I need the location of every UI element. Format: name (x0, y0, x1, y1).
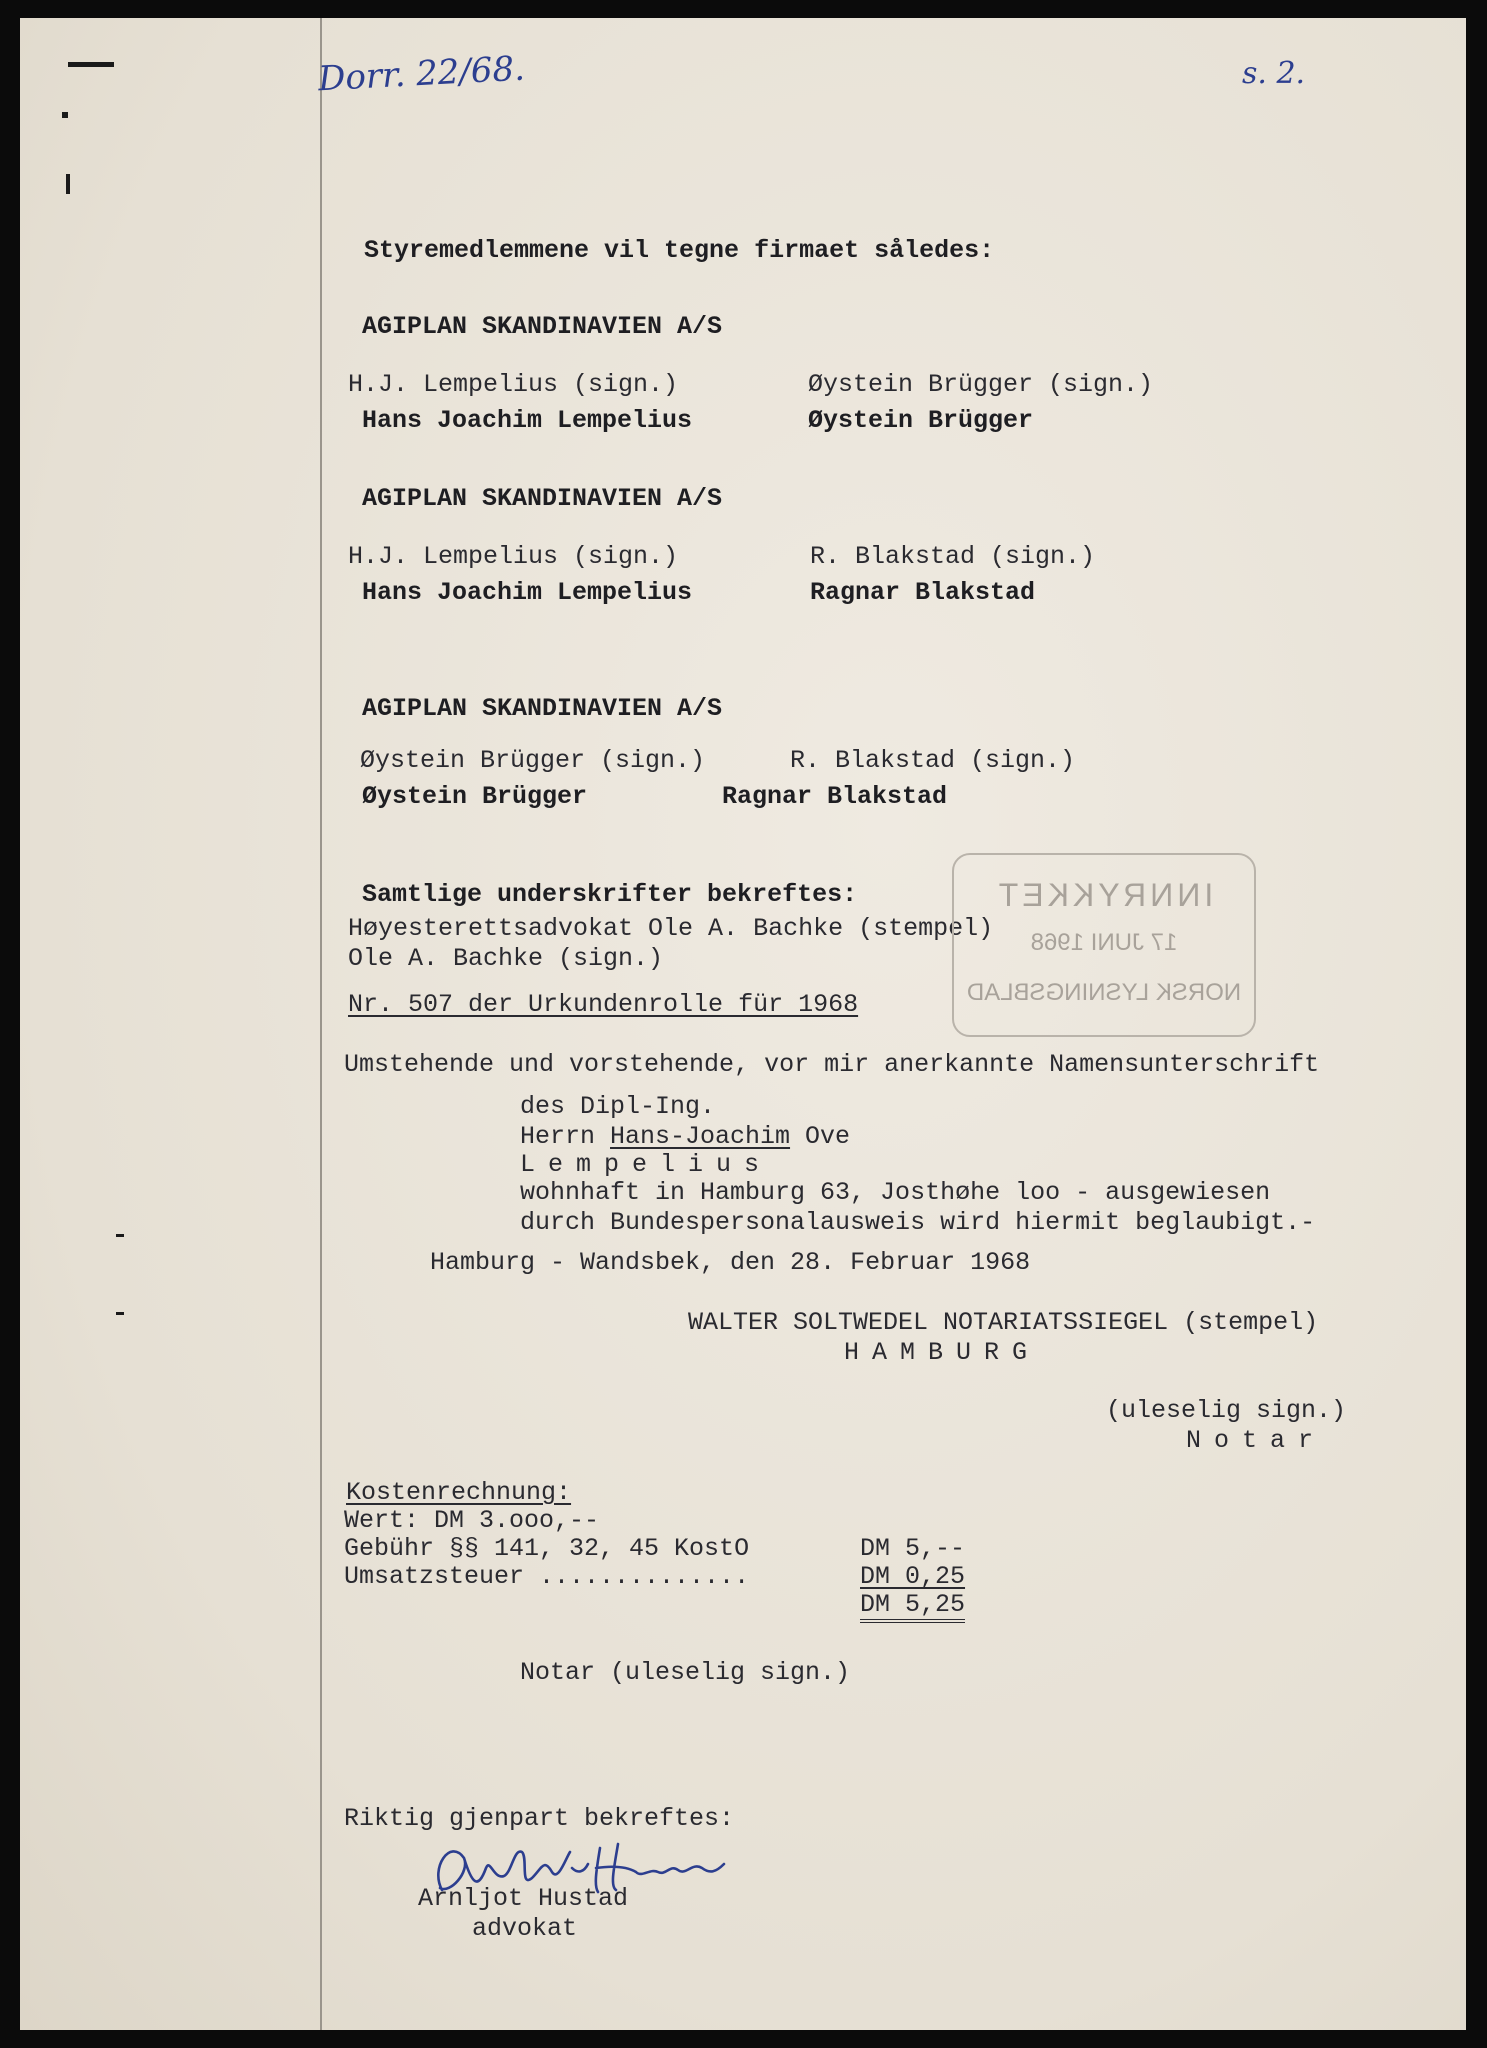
costs-tax-amount: DM 0,25 (860, 1562, 966, 1591)
punch-mark (62, 112, 68, 118)
page-number-note: s. 2. (1242, 56, 1306, 91)
notary-title: Notar (1186, 1426, 1327, 1455)
signature-right: Øystein Brügger (sign.) (808, 370, 1154, 399)
certifier-name: Arnljot Hustad (418, 1884, 629, 1913)
notary-seal: WALTER SOLTWEDEL NOTARIATSSIEGEL (stempel) (688, 1308, 1319, 1337)
signature-left: H.J. Lempelius (sign.) (348, 370, 679, 399)
costs-heading: Kostenrechnung: (346, 1478, 572, 1507)
document-page (20, 18, 1466, 2030)
costs-tax-label: Umsatzsteuer .............. (344, 1562, 750, 1591)
person-line: wohnhaft in Hamburg 63, Josthøhe loo - ausgewiesen (520, 1178, 1271, 1207)
person-line: durch Bundespersonalausweis wird hiermit beglaubigt.- (520, 1208, 1316, 1237)
place-date: Hamburg - Wandsbek, den 28. Februar 1968 (430, 1248, 1031, 1277)
name-right: Øystein Brügger (808, 406, 1034, 435)
name-left: Øystein Brügger (362, 782, 588, 811)
punch-mark (68, 62, 114, 67)
notary-sign-line: Notar (uleselig sign.) (520, 1658, 851, 1687)
name-left: Hans Joachim Lempelius (362, 406, 693, 435)
company-name: AGIPLAN SKANDINAVIEN A/S (362, 694, 723, 723)
stamp-line: NORSK LYSNINGSBLAD (966, 979, 1242, 1006)
notary-intro: Umstehende und vorstehende, vor mir anerkannte Namensunterschrift (344, 1050, 1320, 1079)
person-middle-name: Ove (790, 1122, 851, 1151)
signature-right: R. Blakstad (sign.) (810, 542, 1096, 571)
certification-text: Riktig gjenpart bekreftes: (344, 1804, 735, 1833)
urkunde-number: Nr. 507 der Urkundenrolle für 1968 (348, 990, 859, 1019)
costs-fee-label: Gebühr §§ 141, 32, 45 KostO (344, 1534, 750, 1563)
stamp-line: INNRYKKET (994, 877, 1214, 913)
confirmation-heading: Samtlige underskrifter bekreftes: (362, 880, 858, 909)
company-name: AGIPLAN SKANDINAVIEN A/S (362, 484, 723, 513)
person-first-name: Hans-Joachim (610, 1122, 791, 1151)
received-stamp (952, 853, 1256, 1037)
reference-note: Dorr. 22/68. (317, 48, 526, 100)
margin-line (320, 18, 322, 2030)
stamp-line: 17 JUNI 1968 (1030, 929, 1178, 956)
signature-left: Øystein Brügger (sign.) (360, 746, 706, 775)
signature-right: R. Blakstad (sign.) (790, 746, 1076, 775)
name-right: Ragnar Blakstad (722, 782, 948, 811)
punch-mark (66, 174, 70, 194)
punch-mark (116, 1234, 124, 1237)
name-right: Ragnar Blakstad (810, 578, 1036, 607)
costs-fee-amount: DM 5,-- (860, 1534, 966, 1563)
certifier-title: advokat (472, 1914, 578, 1943)
costs-total (860, 1590, 965, 1623)
notary-signature: (uleselig sign.) (1106, 1396, 1347, 1425)
confirmation-line: Ole A. Bachke (sign.) (348, 944, 664, 973)
punch-mark (116, 1312, 124, 1315)
costs-value: Wert: DM 3.ooo,-- (344, 1506, 600, 1535)
person-line: des Dipl-Ing. (520, 1092, 716, 1121)
notary-seal-city: HAMBURG (844, 1338, 1041, 1367)
confirmation-line: Høyesterettsadvokat Ole A. Bachke (stempel) (348, 914, 994, 943)
person-line (520, 1122, 850, 1152)
costs-total-amount: DM 5,25 (860, 1591, 965, 1623)
signing-intro: Styremedlemmene vil tegne firmaet således: (364, 236, 995, 265)
person-prefix: Herrn (520, 1122, 611, 1151)
signature-left: H.J. Lempelius (sign.) (348, 542, 679, 571)
company-name: AGIPLAN SKANDINAVIEN A/S (362, 312, 723, 341)
person-surname: Lempelius (520, 1150, 773, 1179)
name-left: Hans Joachim Lempelius (362, 578, 693, 607)
